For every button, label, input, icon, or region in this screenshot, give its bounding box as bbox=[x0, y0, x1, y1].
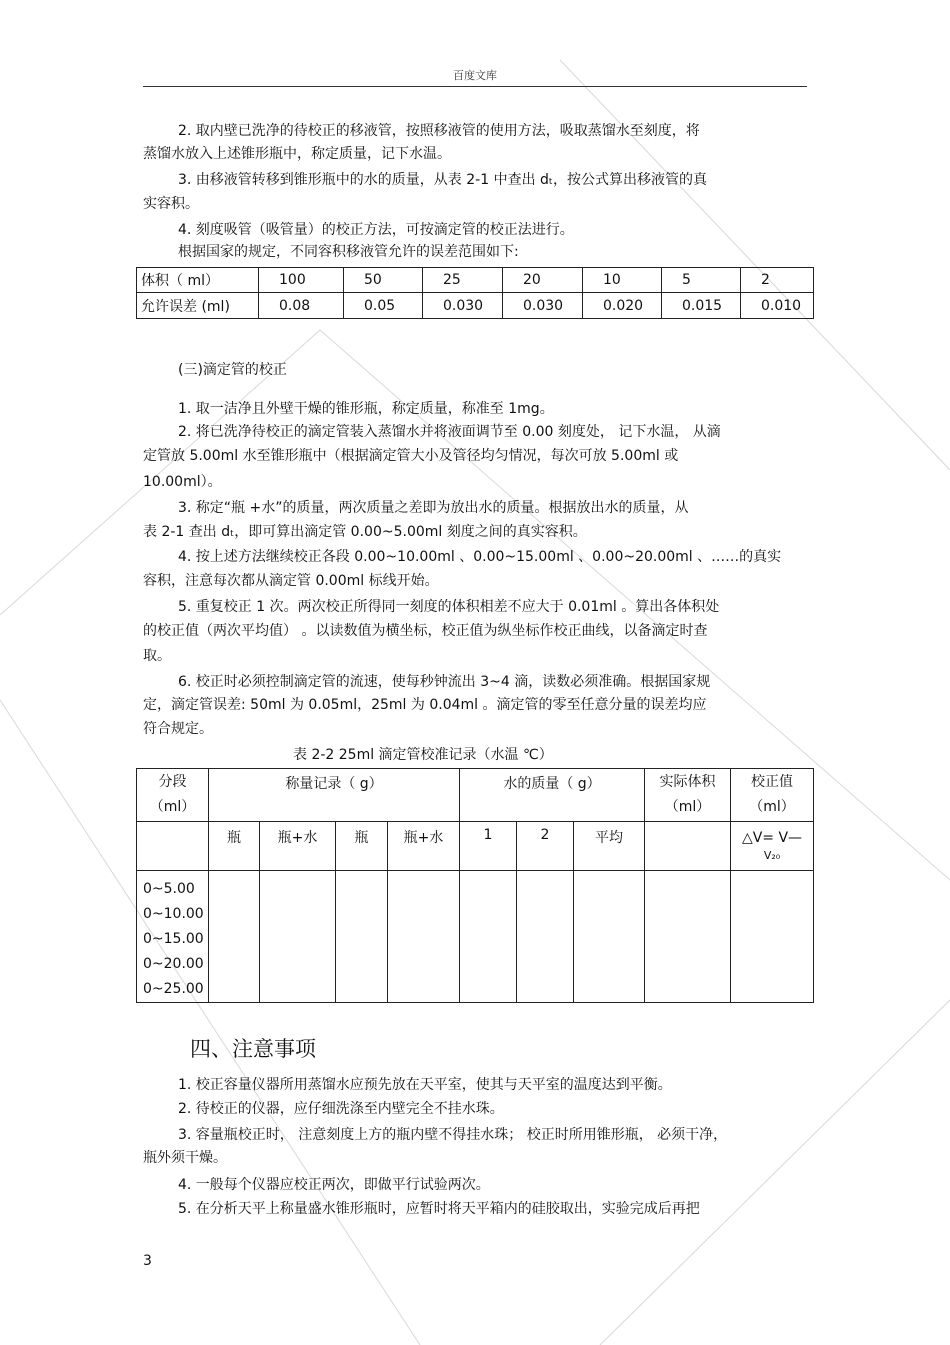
para-4-line2: 根据国家的规定，不同容积移液管允许的误差范围如下: bbox=[178, 244, 519, 260]
data-cell bbox=[517, 871, 574, 1003]
tol-vol-50: 50 bbox=[344, 268, 423, 293]
burette-4-line2: 容积，注意每次都从滴定管 0.00ml 标线开始。 bbox=[143, 573, 439, 589]
ranges-cell bbox=[137, 871, 209, 1003]
table-2-2-caption: 表 2-2 25ml 滴定管校准记录（水温 ℃） bbox=[293, 747, 553, 763]
tol-err-label: 允许误差 (ml) bbox=[137, 293, 259, 319]
hdr-actual-unit: （ml） bbox=[664, 799, 711, 815]
range-row: 0~10.00 bbox=[143, 906, 204, 922]
burette-6-line3: 符合规定。 bbox=[143, 721, 213, 737]
para-4-line1: 4. 刻度吸管（吸管量）的校正方法，可按滴定管的校正法进行。 bbox=[178, 222, 574, 238]
burette-6-line2: 定，滴定管误差: 50ml 为 0.05ml，25ml 为 0.04ml 。滴定管的零至任意分量的误差均应 bbox=[143, 697, 707, 713]
burette-3-line1: 3. 称定“瓶 +水”的质量，两次质量之差即为放出水的质量。根据放出水的质量，从 bbox=[178, 500, 689, 516]
tol-err-50: 0.05 bbox=[344, 293, 423, 319]
page-header: 百度文库 bbox=[453, 69, 497, 82]
tol-vol-10: 10 bbox=[583, 268, 662, 293]
sub-actual-empty bbox=[645, 822, 731, 871]
tol-err-2: 0.010 bbox=[741, 293, 814, 319]
range-row: 0~5.00 bbox=[143, 881, 195, 897]
sub-average: 平均 bbox=[574, 822, 645, 871]
note-3-line1: 3. 容量瓶校正时， 注意刻度上方的瓶内壁不得挂水珠； 校正时所用锥形瓶， 必须干净， bbox=[178, 1127, 728, 1143]
tol-err-5: 0.015 bbox=[662, 293, 741, 319]
burette-5-line3: 取。 bbox=[143, 648, 171, 664]
hdr-actual-label: 实际体积 bbox=[659, 774, 716, 790]
sub-bottle-water-1: 瓶+水 bbox=[260, 822, 336, 871]
calibration-table bbox=[136, 768, 814, 1003]
tol-vol-2: 2 bbox=[741, 268, 814, 293]
hdr-weighing: 称量记录（ g） bbox=[209, 769, 460, 822]
burette-4-line1: 4. 按上述方法继续校正各段 0.00~10.00ml 、0.00~15.00ml 、0.00~20.00ml 、……的真实 bbox=[178, 549, 782, 565]
sub-bottle-water-2: 瓶+水 bbox=[388, 822, 460, 871]
hdr-segment bbox=[137, 769, 209, 822]
data-cell bbox=[574, 871, 645, 1003]
hdr-corr-unit: （ml） bbox=[749, 799, 795, 815]
page-number: 3 bbox=[143, 1253, 152, 1269]
hdr-correction bbox=[731, 769, 814, 822]
formula-line2: V₂₀ bbox=[763, 849, 781, 862]
hdr-water-mass: 水的质量（ g） bbox=[460, 769, 645, 822]
tol-err-20: 0.030 bbox=[503, 293, 583, 319]
sub-bottle-2: 瓶 bbox=[336, 822, 388, 871]
para-3-line2: 实容积。 bbox=[143, 196, 199, 212]
section-3-heading: (三)滴定管的校正 bbox=[178, 362, 287, 378]
hdr-corr-label: 校正值 bbox=[751, 774, 793, 790]
tol-vol-100: 100 bbox=[259, 268, 344, 293]
note-3-line2: 瓶外须干燥。 bbox=[143, 1150, 227, 1166]
note-5: 5. 在分析天平上称量盛水锥形瓶时，应暂时将天平箱内的硅胶取出，实验完成后再把 bbox=[178, 1201, 700, 1217]
tol-err-100: 0.08 bbox=[259, 293, 344, 319]
data-cell bbox=[645, 871, 731, 1003]
sub-formula bbox=[731, 822, 814, 871]
data-cell bbox=[336, 871, 388, 1003]
tol-vol-label: 体积（ ml） bbox=[137, 268, 259, 293]
range-row: 0~15.00 bbox=[143, 931, 204, 947]
burette-2-line1: 2. 将已洗净待校正的滴定管装入蒸馏水并将液面调节至 0.00 刻度处， 记下水温， 从滴 bbox=[178, 424, 721, 440]
tol-vol-25: 25 bbox=[423, 268, 503, 293]
note-1: 1. 校正容量仪器所用蒸馏水应预先放在天平室，使其与天平室的温度达到平衡。 bbox=[178, 1077, 672, 1093]
data-cell bbox=[388, 871, 460, 1003]
burette-2-line2: 定管放 5.00ml 水至锥形瓶中（根据滴定管大小及管径均匀情况，每次可放 5.00ml 或 bbox=[143, 448, 679, 464]
data-cell bbox=[460, 871, 517, 1003]
tol-vol-5: 5 bbox=[662, 268, 741, 293]
burette-5-line2: 的校正值（两次平均值） 。以读数值为横坐标，校正值为纵坐标作校正曲线，以备滴定时查 bbox=[143, 623, 708, 639]
burette-1-line1: 1. 取一洁净且外壁干燥的锥形瓶，称定质量，称准至 1mg。 bbox=[178, 401, 554, 417]
burette-3-line2: 表 2-1 查出 dₜ，即可算出滴定管 0.00~5.00ml 刻度之间的真实容积。 bbox=[143, 524, 587, 540]
sub-bottle-1: 瓶 bbox=[209, 822, 260, 871]
tol-err-10: 0.020 bbox=[583, 293, 662, 319]
data-cell bbox=[209, 871, 260, 1003]
burette-2-line3: 10.00ml）。 bbox=[143, 474, 222, 490]
header-rule bbox=[143, 86, 807, 87]
para-3-line1: 3. 由移液管转移到锥形瓶中的水的质量，从表 2-1 中查出 dₜ，按公式算出移液管的真 bbox=[178, 172, 708, 188]
hdr-segment-label: 分段 bbox=[158, 774, 187, 790]
formula-line1: △V= V— bbox=[741, 830, 803, 846]
hdr-segment-unit: （ml） bbox=[149, 799, 196, 815]
range-row: 0~20.00 bbox=[143, 956, 204, 972]
data-cell bbox=[260, 871, 336, 1003]
sub-empty bbox=[137, 822, 209, 871]
range-row: 0~25.00 bbox=[143, 981, 204, 997]
tol-err-25: 0.030 bbox=[423, 293, 503, 319]
sub-trial-1: 1 bbox=[460, 822, 517, 871]
burette-6-line1: 6. 校正时必须控制滴定管的流速，使每秒钟流出 3~4 滴，读数必须准确。根据国家规 bbox=[178, 674, 711, 690]
note-2: 2. 待校正的仪器，应仔细洗涤至内壁完全不挂水珠。 bbox=[178, 1101, 504, 1117]
para-2-line1: 2. 取内壁已洗净的待校正的移液管，按照移液管的使用方法，吸取蒸馏水至刻度，将 bbox=[178, 123, 700, 139]
tolerance-table bbox=[136, 267, 814, 319]
hdr-actual-volume bbox=[645, 769, 731, 822]
tol-vol-20: 20 bbox=[503, 268, 583, 293]
burette-5-line1: 5. 重复校正 1 次。两次校正所得同一刻度的体积相差不应大于 0.01ml 。算出各体积处 bbox=[178, 599, 720, 615]
sub-trial-2: 2 bbox=[517, 822, 574, 871]
note-4: 4. 一般每个仪器应校正两次，即做平行试验两次。 bbox=[178, 1177, 490, 1193]
para-2-line2: 蒸馏水放入上述锥形瓶中，称定质量，记下水温。 bbox=[143, 146, 451, 162]
section-4-heading: 四、注意事项 bbox=[190, 1037, 316, 1061]
data-cell bbox=[731, 871, 814, 1003]
